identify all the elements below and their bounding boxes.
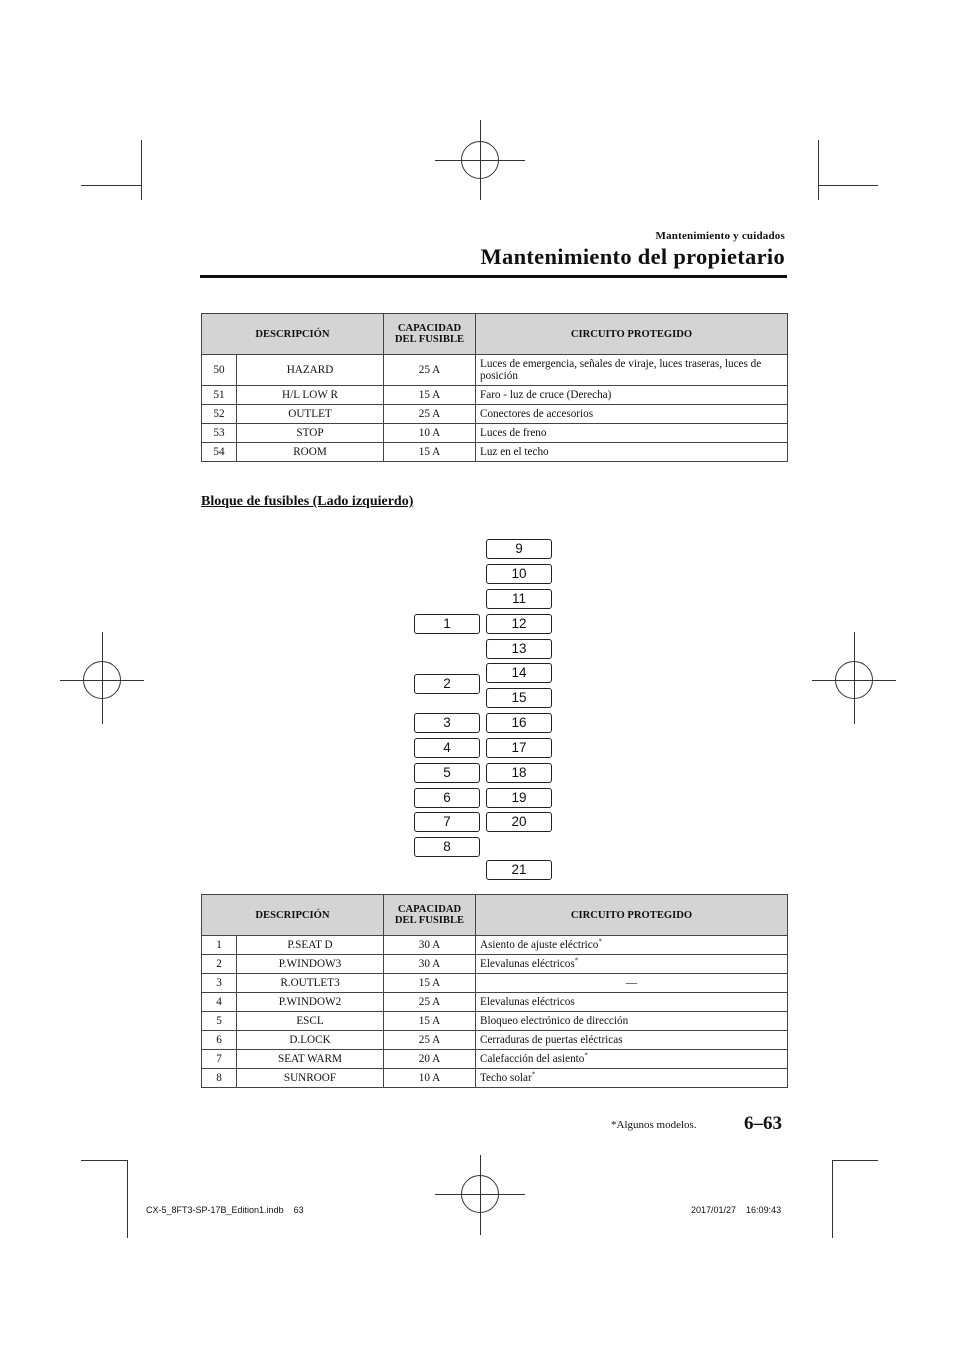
fuse-description: ESCL xyxy=(237,1012,384,1031)
fuse-number: 54 xyxy=(202,443,237,462)
crop-mark xyxy=(818,140,819,200)
crop-mark xyxy=(81,1160,127,1161)
fuse-capacity: 25 A xyxy=(384,993,476,1012)
header-description: DESCRIPCIÓN xyxy=(202,895,384,936)
fuse-number: 52 xyxy=(202,405,237,424)
page-title: Mantenimiento del propietario xyxy=(480,244,785,269)
protected-circuit: Techo solar xyxy=(480,1072,532,1084)
table-row xyxy=(202,1050,788,1069)
protected-circuit: Luces de emergencia, señales de viraje, luces traseras, luces de posición xyxy=(476,355,788,386)
table-row xyxy=(202,936,788,955)
fuse-description: SEAT WARM xyxy=(237,1050,384,1069)
fuse-number: 3 xyxy=(202,974,237,993)
fuse-capacity: 10 A xyxy=(384,424,476,443)
fuse-slot-11: 11 xyxy=(486,589,552,609)
protected-circuit: Luces de freno xyxy=(476,424,788,443)
fuse-slot-6: 6 xyxy=(414,788,480,808)
fuse-capacity: 25 A xyxy=(384,355,476,386)
section-label: Mantenimiento y cuidados xyxy=(655,230,785,242)
fuse-slot-12: 12 xyxy=(486,614,552,634)
fuse-capacity: 15 A xyxy=(384,386,476,405)
footnote: *Algunos modelos. xyxy=(611,1119,697,1131)
footnote-marker: * xyxy=(584,1051,588,1060)
fuse-slot-10: 10 xyxy=(486,564,552,584)
fuse-table-bottom xyxy=(201,894,788,1088)
protected-circuit: Conectores de accesorios xyxy=(476,405,788,424)
fuse-slot-2: 2 xyxy=(414,674,480,694)
fuse-description: R.OUTLET3 xyxy=(237,974,384,993)
fuse-capacity: 25 A xyxy=(384,1031,476,1050)
footnote-marker: * xyxy=(598,937,602,946)
header-capacity: CAPACIDAD DEL FUSIBLE xyxy=(384,895,476,936)
crop-mark xyxy=(127,1160,128,1238)
crop-mark xyxy=(81,185,141,186)
fuse-slot-8: 8 xyxy=(414,837,480,857)
fuse-capacity: 15 A xyxy=(384,1012,476,1031)
protected-circuit: Elevalunas eléctricos xyxy=(480,958,575,970)
fuse-description: SUNROOF xyxy=(237,1069,384,1088)
fuse-slot-13: 13 xyxy=(486,639,552,659)
header-rule xyxy=(200,275,787,278)
fuse-description: P.SEAT D xyxy=(237,936,384,955)
fuse-slot-14: 14 xyxy=(486,663,552,683)
fuse-slot-5: 5 xyxy=(414,763,480,783)
registration-mark xyxy=(83,661,121,699)
header-circuit: CIRCUITO PROTEGIDO xyxy=(476,314,788,355)
fuse-slot-21: 21 xyxy=(486,860,552,880)
fuse-slot-17: 17 xyxy=(486,738,552,758)
fuse-slot-4: 4 xyxy=(414,738,480,758)
table-row xyxy=(202,1012,788,1031)
protected-circuit: Asiento de ajuste eléctrico xyxy=(480,939,599,951)
fuse-description: OUTLET xyxy=(237,405,384,424)
header-capacity: CAPACIDAD DEL FUSIBLE xyxy=(384,314,476,355)
header-description: DESCRIPCIÓN xyxy=(202,314,384,355)
fuse-slot-7: 7 xyxy=(414,812,480,832)
table-row xyxy=(202,974,788,993)
fuse-description: P.WINDOW2 xyxy=(237,993,384,1012)
crop-mark xyxy=(832,1160,878,1161)
fuse-number: 51 xyxy=(202,386,237,405)
fuse-number: 50 xyxy=(202,355,237,386)
protected-circuit: Elevalunas eléctricos xyxy=(476,993,788,1012)
table-row xyxy=(202,405,788,424)
protected-circuit: Calefacción del asiento xyxy=(480,1053,585,1065)
registration-mark xyxy=(461,141,499,179)
fuse-description: H/L LOW R xyxy=(237,386,384,405)
crop-mark xyxy=(832,1160,833,1238)
fuse-number: 4 xyxy=(202,993,237,1012)
table-header-row xyxy=(202,895,788,936)
footnote-marker: * xyxy=(531,1070,536,1079)
table-row xyxy=(202,424,788,443)
registration-mark xyxy=(461,1175,499,1213)
header-circuit: CIRCUITO PROTEGIDO xyxy=(476,895,788,936)
page-number: 6–63 xyxy=(744,1113,782,1134)
fuse-slot-3: 3 xyxy=(414,713,480,733)
table-row xyxy=(202,1069,788,1088)
fuse-description: STOP xyxy=(237,424,384,443)
fuse-number: 7 xyxy=(202,1050,237,1069)
protected-circuit: Bloqueo electrónico de dirección xyxy=(476,1012,788,1031)
table-row xyxy=(202,993,788,1012)
fuse-slot-18: 18 xyxy=(486,763,552,783)
fuse-description: HAZARD xyxy=(237,355,384,386)
protected-circuit: — xyxy=(476,974,788,993)
fuse-capacity: 10 A xyxy=(384,1069,476,1088)
fuse-number: 2 xyxy=(202,955,237,974)
fuse-capacity: 30 A xyxy=(384,936,476,955)
subheading: Bloque de fusibles (Lado izquierdo) xyxy=(201,494,414,509)
fuse-slot-16: 16 xyxy=(486,713,552,733)
fuse-capacity: 15 A xyxy=(384,443,476,462)
fuse-description: D.LOCK xyxy=(237,1031,384,1050)
fuse-capacity: 20 A xyxy=(384,1050,476,1069)
print-date-label: 2017/01/27 16:09:43 xyxy=(691,1205,782,1215)
table-row xyxy=(202,355,788,386)
fuse-number: 53 xyxy=(202,424,237,443)
protected-circuit: Faro - luz de cruce (Derecha) xyxy=(476,386,788,405)
print-file-label: CX-5_8FT3-SP-17B_Edition1.indb 63 xyxy=(146,1205,304,1215)
table-row xyxy=(202,1031,788,1050)
fuse-slot-19: 19 xyxy=(486,788,552,808)
fuse-description: P.WINDOW3 xyxy=(237,955,384,974)
fuse-slot-15: 15 xyxy=(486,688,552,708)
protected-circuit-cell xyxy=(476,955,788,974)
protected-circuit-cell xyxy=(476,936,788,955)
fuse-capacity: 15 A xyxy=(384,974,476,993)
fuse-number: 8 xyxy=(202,1069,237,1088)
registration-mark xyxy=(835,661,873,699)
crop-mark xyxy=(141,140,142,200)
protected-circuit-cell xyxy=(476,1050,788,1069)
table-row xyxy=(202,443,788,462)
fuse-capacity: 25 A xyxy=(384,405,476,424)
footnote-marker: * xyxy=(574,956,579,965)
fuse-capacity: 30 A xyxy=(384,955,476,974)
fuse-number: 1 xyxy=(202,936,237,955)
protected-circuit: Luz en el techo xyxy=(476,443,788,462)
protected-circuit-cell xyxy=(476,1069,788,1088)
protected-circuit: Cerraduras de puertas eléctricas xyxy=(476,1031,788,1050)
fuse-slot-1: 1 xyxy=(414,614,480,634)
fuse-number: 6 xyxy=(202,1031,237,1050)
fuse-description: ROOM xyxy=(237,443,384,462)
table-row xyxy=(202,386,788,405)
fuse-number: 5 xyxy=(202,1012,237,1031)
fuse-slot-20: 20 xyxy=(486,812,552,832)
crop-mark xyxy=(818,185,878,186)
table-row xyxy=(202,955,788,974)
fuse-table-top xyxy=(201,313,788,462)
table-header-row xyxy=(202,314,788,355)
fuse-slot-9: 9 xyxy=(486,539,552,559)
